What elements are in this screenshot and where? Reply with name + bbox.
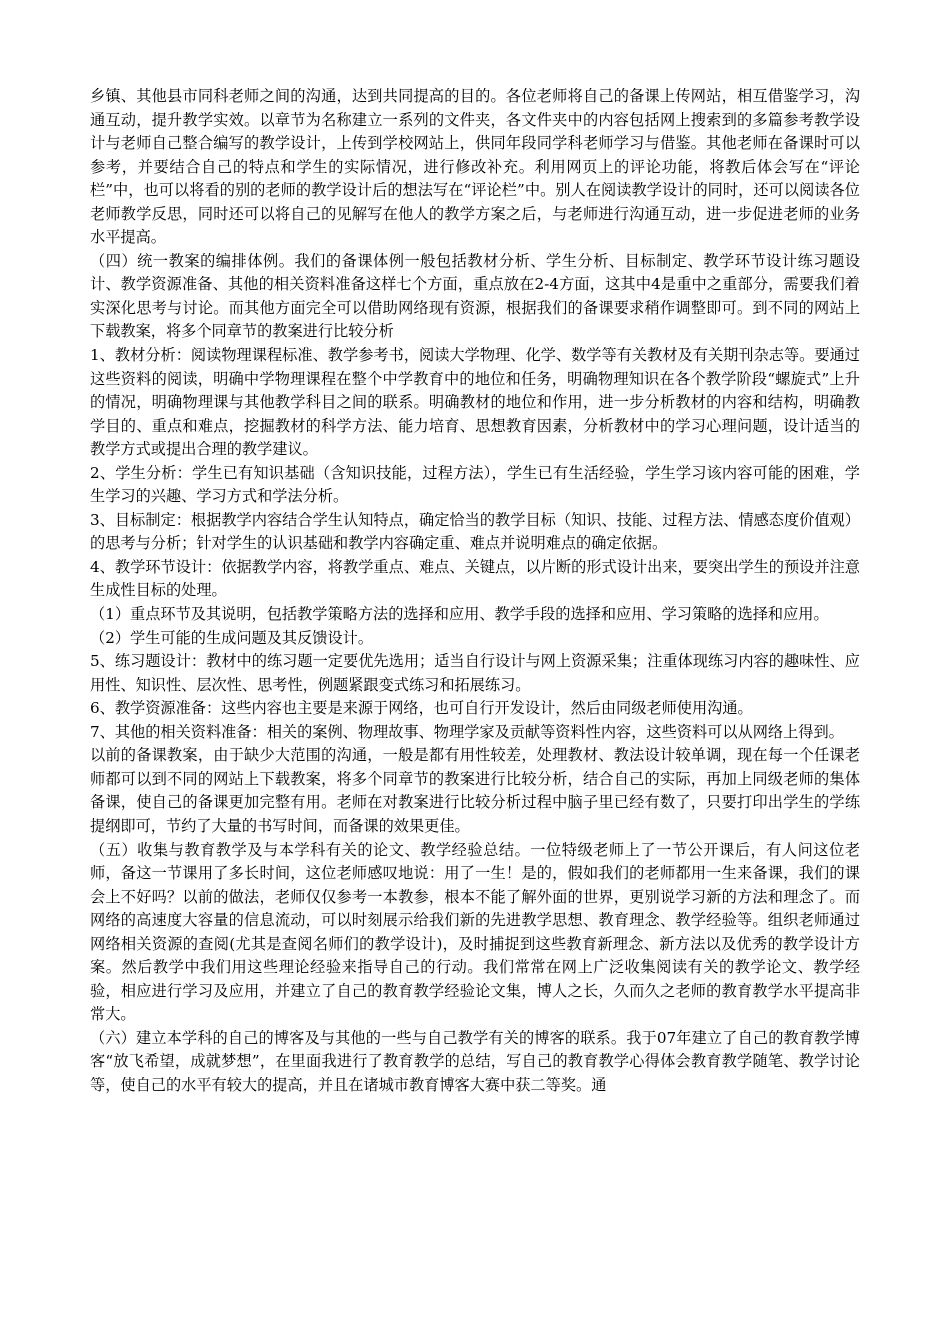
paragraph-subitem-1: （1）重点环节及其说明，包括教学策略方法的选择和应用、教学手段的选择和应用、学习策略的选择和应用。 bbox=[90, 605, 829, 624]
document-body bbox=[90, 85, 860, 1098]
paragraph-subitem-2: （2）学生可能的生成问题及其反馈设计。 bbox=[90, 628, 374, 647]
paragraph-item-6-resources: 6、教学资源准备：这些内容也主要是来源于网络，也可自行开发设计，然后由同级老师使用沟通。 bbox=[90, 699, 753, 718]
paragraph-item-7-materials: 7、其他的相关资料准备：相关的案例、物理故事、物理学家及贡献等资料性内容，这些资料可以从网络上得到。 bbox=[90, 722, 844, 741]
paragraph-item-2-student-analysis: 2、学生分析：学生已有知识基础（含知识技能，过程方法），学生已有生活经验，学生学习该内容可能的困难，学生学习的兴趣、学习方式和学法分析。 bbox=[90, 463, 860, 506]
paragraph-network-communication: 乡镇、其他县市同科老师之间的沟通，达到共同提高的目的。各位老师将自己的备课上传网站，相互借鉴学习，沟通互动，提升教学实效。以章节为名称建立一系列的文件夹，各文件夹中的内容包括网上搜索到的多篇参考教学设计与老师自己整合编写的教学设计，上传到学校网站上，供同年段同学科老师学习与借鉴。其他老师在备课时可以参考，并要结合自己的特点和学生的实际情况，进行修改补充。利用网页上的评论功能，将教后体会写在“评论栏”中，也可以将看的别的老师的教学设计后的想法写在“评论栏”中。别人在阅读教学设计的同时，还可以阅读各位老师教学反思，同时还可以将自己的见解写在他人的教学方案之后，与老师进行沟通互动，进一步促进老师的业务水平提高。 bbox=[90, 87, 860, 247]
paragraph-section-five: （五）收集与教育教学及与本学科有关的论文、教学经验总结。一位特级老师上了一节公开课后，有人问这位老师，备这一节课用了多长时间，这位老师感叹地说：用了一生！是的，假如我们的老师都用一生来备课，我们的课会上不好吗？以前的做法，老师仅仅参考一本教参，根本不能了解外面的世界，更别说学习新的方法和理念了。而网络的高速度大容量的信息流动，可以时刻展示给我们新的先进教学思想、教育理念、教学经验等。组织老师通过网络相关资源的查阅(尤其是查阅名师们的教学设计)，及时捕捉到这些教育新理念、新方法以及优秀的教学设计方案。然后教学中我们用这些理论经验来指导自己的行动。我们常常在网上广泛收集阅读有关的教学论文、教学经验，相应进行学习及应用，并建立了自己的教育教学经验论文集，博人之长，久而久之老师的教育教学水平提高非常大。 bbox=[90, 840, 860, 1024]
paragraph-previous-lesson-plans: 以前的备课教案，由于缺少大范围的沟通，一般是都有用性较差，处理教材、教法设计较单调，现在每一个任课老师都可以到不同的网站上下载教案，将多个同章节的教案进行比较分析，结合自己的实际，再加上同级老师的集体备课，使自己的备课更加完整有用。老师在对教案进行比较分析过程中脑子里已经有数了，只要打印出学生的学练提纲即可，节约了大量的书写时间，而备课的效果更佳。 bbox=[90, 746, 860, 835]
paragraph-section-four: （四）统一教案的编排体例。我们的备课体例一般包括教材分析、学生分析、目标制定、教学环节设计练习题设计、教学资源准备、其他的相关资料准备这样七个方面，重点放在2-4方面，这其中4是重中之重部分，需要我们着实深化思考与讨论。而其他方面完全可以借助网络现有资源，根据我们的备课要求稍作调整即可。到不同的网站上下载教案，将多个同章节的教案进行比较分析 bbox=[90, 251, 860, 341]
paragraph-item-4-teaching-design: 4、教学环节设计：依据教学内容，将教学重点、难点、关键点，以片断的形式设计出来，要突出学生的预设并注意生成性目标的处理。 bbox=[90, 557, 860, 600]
paragraph-item-1-textbook-analysis: 1、教材分析：阅读物理课程标准、教学参考书，阅读大学物理、化学、数学等有关教材及有关期刊杂志等。要通过这些资料的阅读，明确中学物理课程在整个中学教育中的地位和任务，明确物理知识在各个教学阶段“螺旋式”上升的情况，明确物理课与其他教学科目之间的联系。明确教材的地位和作用，进一步分析教材的内容和结构，明确教学目的、重点和难点，挖掘教材的科学方法、能力培育、思想教育因素，分析教材中的学习心理问题，设计适当的教学方式或提出合理的教学建议。 bbox=[90, 346, 860, 459]
paragraph-item-3-goal-setting: 3、目标制定：根据教学内容结合学生认知特点，确定恰当的教学目标（知识、技能、过程方法、情感态度价值观）的思考与分析；针对学生的认识基础和教学内容确定重、难点并说明难点的确定依据。 bbox=[90, 510, 860, 553]
paragraph-item-5-exercise-design: 5、练习题设计：教材中的练习题一定要优先选用；适当自行设计与网上资源采集；注重体现练习内容的趣味性、应用性、知识性、层次性、思考性，例题紧跟变式练习和拓展练习。 bbox=[90, 652, 860, 694]
paragraph-section-six: （六）建立本学科的自己的博客及与其他的一些与自己教学有关的博客的联系。我于07年建立了自己的教育教学博客“放飞希望，成就梦想”，在里面我进行了教育教学的总结，写自己的教育教学心得体会教育教学随笔、教学讨论等，使自己的水平有较大的提高，并且在诸城市教育博客大赛中获二等奖。通 bbox=[90, 1028, 860, 1094]
